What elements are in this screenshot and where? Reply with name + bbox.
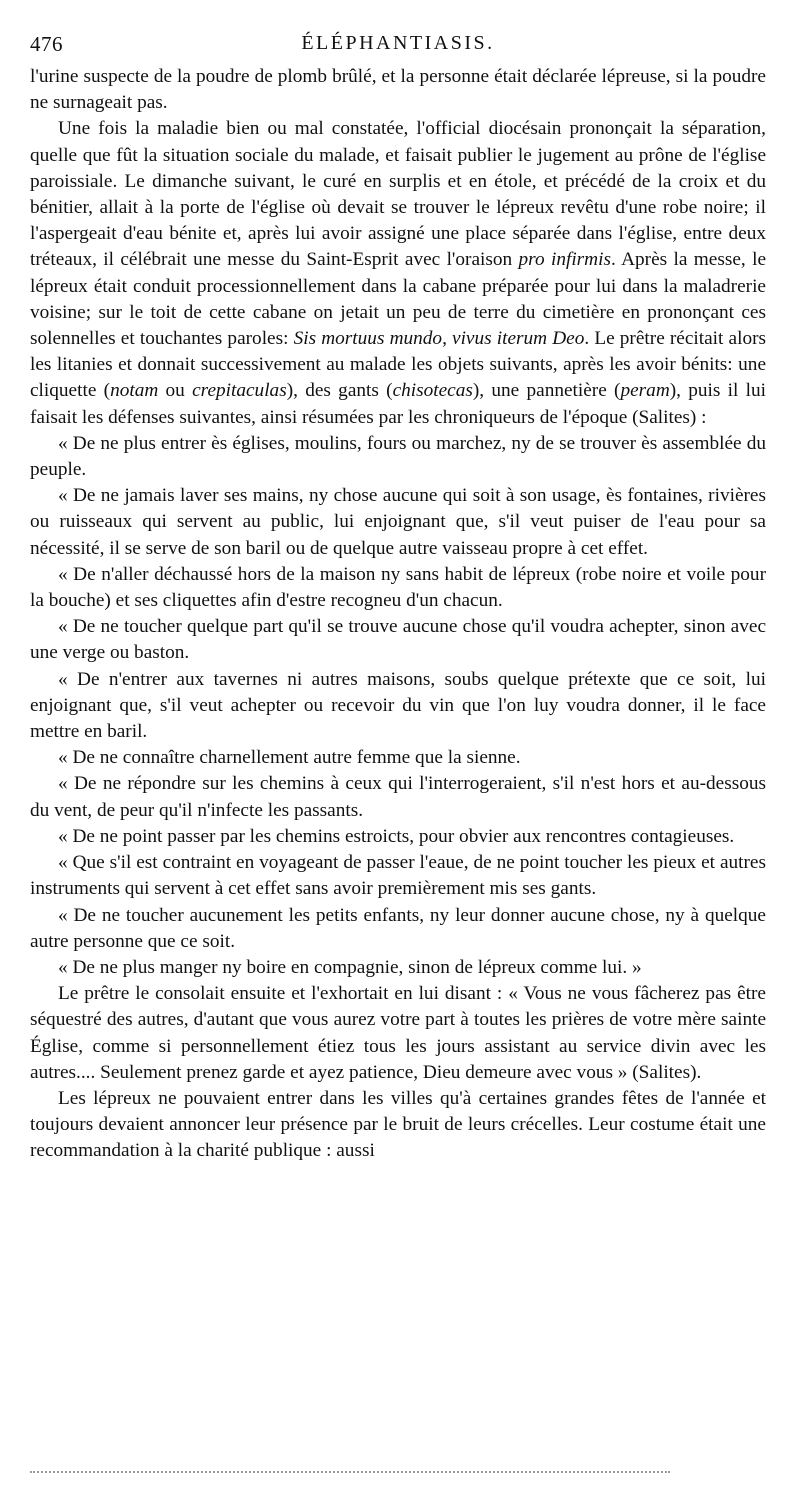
quoted-prohibition: « De ne toucher quelque part qu'il se trouve aucune chose qu'il voudra achepter, sinon avec une verge ou baston.	[30, 616, 766, 664]
paragraph-separation-ceremony	[30, 116, 766, 430]
running-head	[30, 32, 766, 56]
footer-dotted-rule	[30, 1471, 670, 1473]
text-run: ), des gants (	[286, 380, 393, 402]
italic-term: crepitaculas	[192, 380, 287, 402]
quoted-prohibition: « De ne répondre sur les chemins à ceux qui l'interrogeraient, s'il n'est hors et au-dessous du vent, de peur qu'il n'infecte les passants.	[30, 773, 766, 821]
page-number: 476	[30, 32, 63, 56]
text-run: . Après la messe, le lépreux était conduit processionnellement dans la cabane préparée pour lui dans la maladrerie voisine; sur le toit de cette cabane on jetait un peu de terre du cimetière en prononçant ces solennelles et touchantes paroles:	[30, 249, 766, 350]
quoted-prohibition: « De ne toucher aucunement les petits enfants, ny leur donner aucune chose, ny à quelque autre personne que ce soit.	[30, 904, 766, 952]
quoted-prohibition: « De ne point passer par les chemins estroicts, pour obvier aux rencontres contagieuses.	[58, 825, 735, 847]
quoted-prohibition: « De n'aller déchaussé hors de la maison ny sans habit de lépreux (robe noire et voile pour la bouche) et ses cliquettes afin d'estre recogneu d'un chacun.	[30, 563, 766, 612]
paragraph-continuation: l'urine suspecte de la poudre de plomb brûlé, et la personne était déclarée lépreuse, si la poudre ne surnageait pas.	[30, 66, 766, 114]
text-run: . Le prêtre récitait alors les litanies et donnait successivement au malade les objets suivants, après les avoir bénits: une cliquette (	[30, 328, 767, 402]
italic-term: Sis mortuus mundo, vivus iterum Deo	[293, 328, 585, 350]
italic-term: chisotecas	[392, 380, 473, 402]
italic-term: peram	[620, 380, 670, 402]
text-run: ou	[158, 380, 193, 402]
italic-term: notam	[110, 380, 159, 402]
text-run: ), une pannetière (	[472, 380, 621, 402]
quoted-prohibition: « De ne jamais laver ses mains, ny chose aucune qui soit à son usage, ès fontaines, rivières ou ruisseaux qui servent au public, lui enjoignant que, s'il veut puiser de l'eau pour sa nécessité, il se serve de son baril ou de quelque autre vaisseau propre à cet effet.	[30, 485, 766, 559]
quoted-prohibition: « De ne plus entrer ès églises, moulins, fours ou marchez, ny de se trouver ès assemblée du peuple.	[30, 432, 766, 481]
paragraph-priest-exhortation: Le prêtre le consolait ensuite et l'exhortait en lui disant : « Vous ne vous fâcherez pas être séquestré des autres, d'autant que vous aurez votre part à toutes les prières de votre mère sainte Église, comme si personnellement étiez tous les jours assistant au service divin avec les autres.... Seulement prenez garde et ayez patience, Dieu demeure avec vous » (Salites).	[30, 983, 766, 1083]
text-run: Une fois la maladie bien ou mal constatée, l'official diocésain prononçait la séparation, quelle que fût la situation sociale du malade, et faisait publier le jugement au prône de l'église paroissiale. Le dimanche suivant, le curé en surplis et en étole, et précédé de la croix et du bénitier, allait à la porte de l'église où devait se trouver le lépreux revêtu d'une robe noire; il l'aspergeait d'eau bénite et, après lui avoir assigné une place séparée dans l'église, entre deux tréteaux, il célébrait une messe du Saint-Esprit avec l'oraison	[30, 118, 766, 271]
quoted-prohibition: « De n'entrer aux tavernes ni autres maisons, soubs quelque prétexte que ce soit, lui enjoignant que, s'il veut achepter ou recevoir du vin que l'on luy voudra donner, il le face mettre en baril.	[30, 668, 766, 743]
paragraph-leper-costume: Les lépreux ne pouvaient entrer dans les villes qu'à certaines grandes fêtes de l'année et toujours devaient annoncer leur présence par le bruit de leurs crécelles. Leur costume était une recommandation à la charité publique : aussi	[30, 1087, 766, 1162]
quoted-prohibition: « Que s'il est contraint en voyageant de passer l'eaue, de ne point toucher les pieux et autres instruments qui servent à cet effet sans avoir premièrement mis ses gants.	[30, 852, 766, 900]
body-text	[30, 64, 766, 1165]
italic-term: pro infirmis	[518, 249, 611, 271]
quoted-prohibition: « De ne connaître charnellement autre femme que la sienne.	[58, 747, 521, 769]
text-run: ), puis il lui faisait les défenses suivantes, ainsi résumées par les chroniqueurs de l'époque (Salites) :	[30, 380, 767, 428]
running-title: ÉLÉPHANTIASIS.	[301, 32, 495, 54]
quoted-prohibition: « De ne plus manger ny boire en compagnie, sinon de lépreux comme lui. »	[58, 956, 642, 978]
